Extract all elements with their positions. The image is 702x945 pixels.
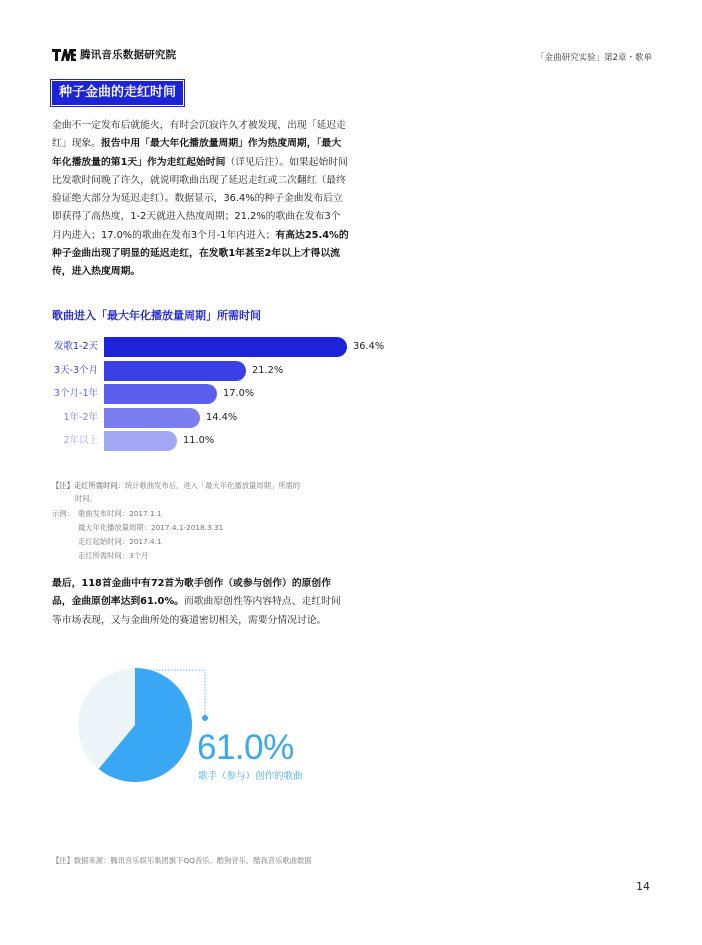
bar-category-label: 发歌1-2天 [53, 341, 98, 352]
bar-row [52, 408, 362, 428]
bar-value-label: 17.0% [223, 388, 255, 399]
bar-row [52, 361, 362, 381]
bar [104, 384, 217, 404]
bar-row [52, 337, 385, 357]
bar-category-label: 3个月-1年 [53, 388, 98, 399]
brand-logo [52, 47, 176, 62]
bar-row [52, 384, 362, 404]
para1-bold-1: 报告中用「最大年化播放量周期」作为热度周期，「最大年化播放量的第1天」作为走红起始时间 [52, 138, 342, 168]
pie-percentage: 61.0% [197, 728, 294, 767]
bar-category-label: 3天-3个月 [53, 364, 98, 376]
example-line: 走红起始时间：2017.4.1 [78, 537, 162, 546]
bar-value-label: 11.0% [183, 435, 215, 446]
para1-bold-2: 有高达25.4%的种子金曲出现了明显的延迟走红，在发歌1年甚至2年以上才得以流传，进入热度周期。 [52, 229, 349, 278]
bar-row [52, 431, 362, 451]
source-note: 【注】数据来源：腾讯音乐娱乐集团旗下QQ音乐、酷狗音乐、酷我音乐歌曲数据 [52, 856, 312, 865]
section-title: 种子金曲的走红时间 [52, 81, 183, 105]
bar [104, 337, 347, 357]
pie-label: 歌手（参与）创作的歌曲 [198, 771, 303, 782]
para2-bold: 最后，118首金曲中有72首为歌手创作（或参与创作）的原创作品，金曲原创率达到61.0%。 [52, 578, 332, 608]
bar-category-label: 2年以上 [63, 435, 98, 446]
bar-value-label: 21.2% [252, 364, 284, 376]
bar [104, 408, 200, 428]
example-line: 歌曲发布时间：2017.1.1 [78, 509, 162, 518]
para1-text-2: （详见后注）。如果起始时间比发歌时间晚了许久，就说明歌曲出现了延迟走红或二次翻红（最终验证绝大部分为延迟走红）。数据显示，36.4%的种子金曲发布后立即获得了高热度，1-2天就进入热度周期；21.2%的歌曲在发布3个月内进入；17.0%的歌曲在发布3个月-1年内进入； [52, 156, 348, 241]
note-body: 统计歌曲发布后，进入「最大年化播放量周期」所需的 [124, 481, 301, 490]
chart-title: 歌曲进入「最大年化播放量周期」所需时间 [52, 309, 261, 322]
para1-text-1: 金曲不一定发布后就能火，有时会沉寂许久才被发现，出现「延迟走红」现象。 [52, 120, 346, 150]
page-number: 14 [636, 880, 650, 893]
note-continued: 时间。 [75, 494, 97, 503]
pie-callout-line [150, 668, 210, 722]
tme-logo-icon [52, 48, 76, 62]
bar-value-label: 14.4% [206, 411, 238, 423]
example-head: 示例： [52, 509, 74, 518]
bar-category-label: 1年-2年 [63, 411, 98, 423]
conclusion-paragraph [52, 575, 350, 630]
bar [104, 431, 177, 451]
bar-value-label: 36.4% [353, 341, 385, 352]
example-line: 走红所需时间：3个月 [78, 551, 149, 560]
note-head: 【注】走红所需时间： [52, 481, 125, 490]
intro-paragraph [52, 117, 350, 282]
example-line: 最大年化播放量周期：2017.4.1-2018.3.31 [78, 523, 224, 532]
logo-text: 腾讯音乐数据研究院 [80, 49, 177, 61]
bar [104, 361, 246, 381]
para2-text: 而歌曲原创性等内容特点、走红时间等市场表现，又与金曲所处的赛道密切相关，需要分情况讨论。 [52, 596, 341, 626]
note-definition [52, 479, 300, 493]
breadcrumb: 「金曲研究实验」第2章・歌单 [536, 53, 652, 63]
